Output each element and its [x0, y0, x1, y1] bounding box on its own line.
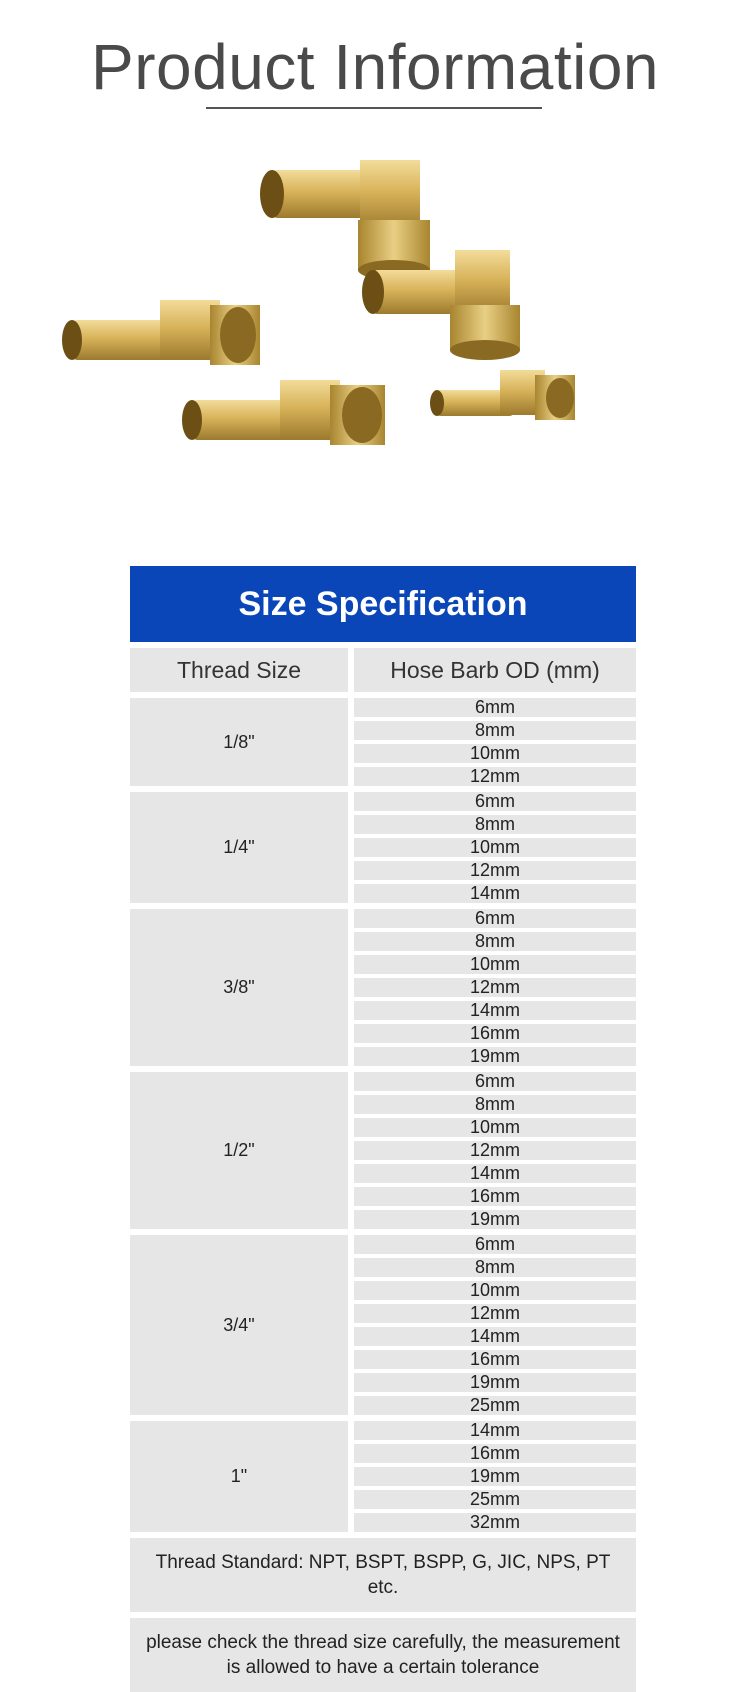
hose-barb-size-cell: 6mm [354, 1235, 636, 1254]
size-specification-table [130, 566, 636, 1692]
brass-elbow-fittings-image [40, 120, 710, 520]
hose-barb-list [354, 1421, 636, 1532]
hose-barb-size-cell: 8mm [354, 815, 636, 834]
hose-barb-size-cell: 6mm [354, 792, 636, 811]
thread-standard-note: Thread Standard: NPT, BSPT, BSPP, G, JIC, NPS, PT etc. [130, 1538, 636, 1612]
column-header-hose-barb-od: Hose Barb OD (mm) [354, 648, 636, 692]
hose-barb-size-cell: 6mm [354, 1072, 636, 1091]
hose-barb-list [354, 698, 636, 786]
thread-group-row [130, 1421, 636, 1532]
hose-barb-size-cell: 10mm [354, 744, 636, 763]
hose-barb-size-cell: 8mm [354, 1095, 636, 1114]
hose-barb-size-cell: 19mm [354, 1047, 636, 1066]
thread-group-row [130, 1235, 636, 1415]
hose-barb-size-cell: 12mm [354, 978, 636, 997]
thread-size-cell: 1" [130, 1421, 348, 1532]
hose-barb-size-cell: 6mm [354, 698, 636, 717]
hose-barb-size-cell: 16mm [354, 1187, 636, 1206]
hose-barb-size-cell: 12mm [354, 767, 636, 786]
thread-size-cell: 1/8" [130, 698, 348, 786]
hose-barb-size-cell: 16mm [354, 1350, 636, 1369]
hose-barb-size-cell: 19mm [354, 1467, 636, 1486]
hose-barb-size-cell: 25mm [354, 1396, 636, 1415]
hose-barb-size-cell: 19mm [354, 1210, 636, 1229]
column-header-row [130, 648, 636, 692]
page-title: Product Information [91, 31, 659, 103]
hose-barb-size-cell: 16mm [354, 1024, 636, 1043]
hose-barb-size-cell: 10mm [354, 1118, 636, 1137]
thread-group-row [130, 909, 636, 1066]
thread-size-cell: 3/8" [130, 909, 348, 1066]
tolerance-note: please check the thread size carefully, the measurement is allowed to have a certain tolerance [130, 1618, 636, 1692]
hose-barb-list [354, 909, 636, 1066]
hose-barb-size-cell: 10mm [354, 838, 636, 857]
thread-group-row [130, 1072, 636, 1229]
hose-barb-size-cell: 10mm [354, 955, 636, 974]
thread-group-row [130, 792, 636, 903]
hose-barb-size-cell: 14mm [354, 1164, 636, 1183]
hose-barb-size-cell: 19mm [354, 1373, 636, 1392]
column-header-thread-size: Thread Size [130, 648, 348, 692]
hose-barb-size-cell: 8mm [354, 932, 636, 951]
hose-barb-size-cell: 16mm [354, 1444, 636, 1463]
thread-size-cell: 1/4" [130, 792, 348, 903]
hose-barb-size-cell: 14mm [354, 1421, 636, 1440]
hose-barb-size-cell: 25mm [354, 1490, 636, 1509]
hose-barb-size-cell: 12mm [354, 1304, 636, 1323]
table-title: Size Specification [130, 566, 636, 642]
hose-barb-size-cell: 14mm [354, 884, 636, 903]
hose-barb-size-cell: 6mm [354, 909, 636, 928]
table-body [130, 698, 636, 1532]
hose-barb-list [354, 792, 636, 903]
hose-barb-size-cell: 14mm [354, 1001, 636, 1020]
hose-barb-size-cell: 12mm [354, 1141, 636, 1160]
hose-barb-size-cell: 14mm [354, 1327, 636, 1346]
hose-barb-list [354, 1072, 636, 1229]
hose-barb-size-cell: 10mm [354, 1281, 636, 1300]
hose-barb-size-cell: 32mm [354, 1513, 636, 1532]
hose-barb-size-cell: 12mm [354, 861, 636, 880]
title-underline [206, 107, 542, 109]
thread-size-cell: 1/2" [130, 1072, 348, 1229]
thread-size-cell: 3/4" [130, 1235, 348, 1415]
thread-group-row [130, 698, 636, 786]
hose-barb-size-cell: 8mm [354, 721, 636, 740]
hose-barb-list [354, 1235, 636, 1415]
hose-barb-size-cell: 8mm [354, 1258, 636, 1277]
